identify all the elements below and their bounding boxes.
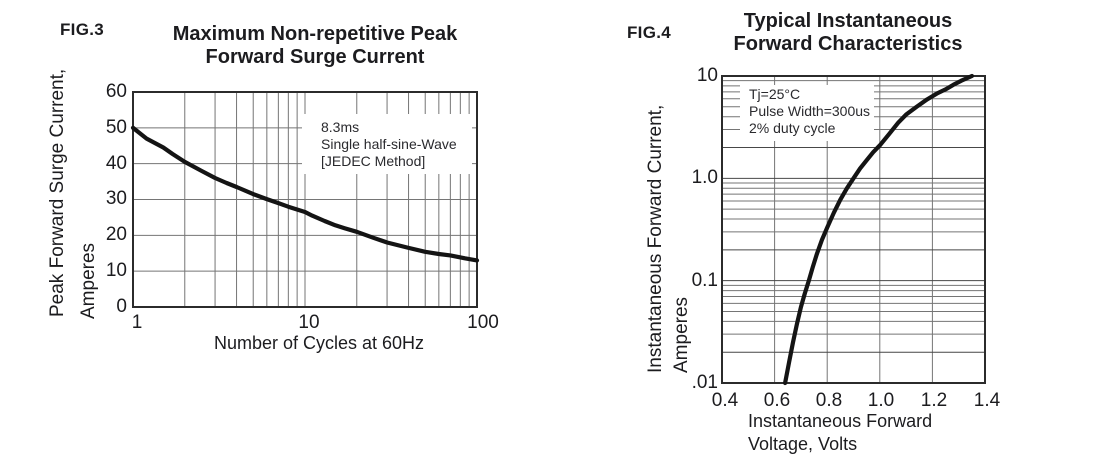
fig4-label: FIG.4 [627, 23, 672, 42]
fig3-annotation-line2: Single half-sine-Wave [321, 136, 457, 152]
fig3-x-axis-title: Number of Cycles at 60Hz [213, 333, 425, 353]
fig4-annotation-line2: Pulse Width=300us [749, 103, 871, 119]
fig3-x-tick: 1 [131, 312, 143, 333]
fig3-title-line2: Forward Surge Current [205, 46, 425, 68]
fig3-annotation [321, 119, 457, 170]
fig4-x-tick: 0.6 [763, 390, 791, 411]
fig3-y-axis-title-line2: Amperes [78, 242, 99, 319]
fig3-y-axis-title-line1: Peak Forward Surge Current, [47, 68, 68, 317]
fig3-y-tick: 0 [116, 296, 127, 317]
fig3-y-tick: 20 [105, 224, 127, 245]
fig4-annotation-line3: 2% duty cycle [749, 120, 836, 136]
fig4-y-tick: 10 [696, 65, 718, 86]
fig3-annotation-line3: [JEDEC Method] [321, 153, 426, 169]
fig3-y-tick: 30 [105, 188, 127, 209]
fig4-x-axis-title-line2: Voltage, Volts [748, 434, 858, 454]
fig4-x-tick: 1.4 [973, 390, 1001, 411]
fig3-title [173, 23, 458, 69]
fig3-label: FIG.3 [60, 20, 105, 39]
fig3-x-tick: 100 [467, 312, 499, 333]
fig4-title-line1: Typical Instantaneous [743, 10, 953, 32]
fig3-title-line1: Maximum Non-repetitive Peak [172, 23, 458, 45]
fig4-x-tick: 0.8 [815, 390, 843, 411]
fig4-y-axis-title-line1: Instantaneous Forward Current, [645, 104, 666, 373]
fig3-y-tick: 40 [105, 153, 127, 174]
fig4-y-tick: 0.1 [691, 270, 718, 291]
fig4-y-axis-title-line2: Amperes [671, 296, 692, 373]
fig3-y-tick: 10 [105, 260, 127, 281]
fig4-annotation [749, 86, 870, 137]
fig4-x-tick: 0.4 [711, 390, 739, 411]
fig4-title [734, 10, 963, 56]
fig3-x-tick: 10 [298, 312, 320, 333]
fig3-y-tick: 50 [105, 117, 127, 138]
fig4-annotation-line1: Tj=25°C [749, 86, 801, 102]
fig3-y-tick: 60 [105, 81, 127, 102]
fig4-y-tick: 1.0 [691, 167, 718, 188]
fig4-x-tick: 1.2 [920, 390, 948, 411]
fig3-annotation-line1: 8.3ms [321, 119, 360, 135]
fig4-x-axis-title-line1: Instantaneous Forward [748, 411, 933, 431]
fig4-title-line2: Forward Characteristics [733, 33, 963, 55]
fig4-x-tick: 1.0 [867, 390, 895, 411]
fig4-y-tick: .01 [691, 372, 718, 393]
